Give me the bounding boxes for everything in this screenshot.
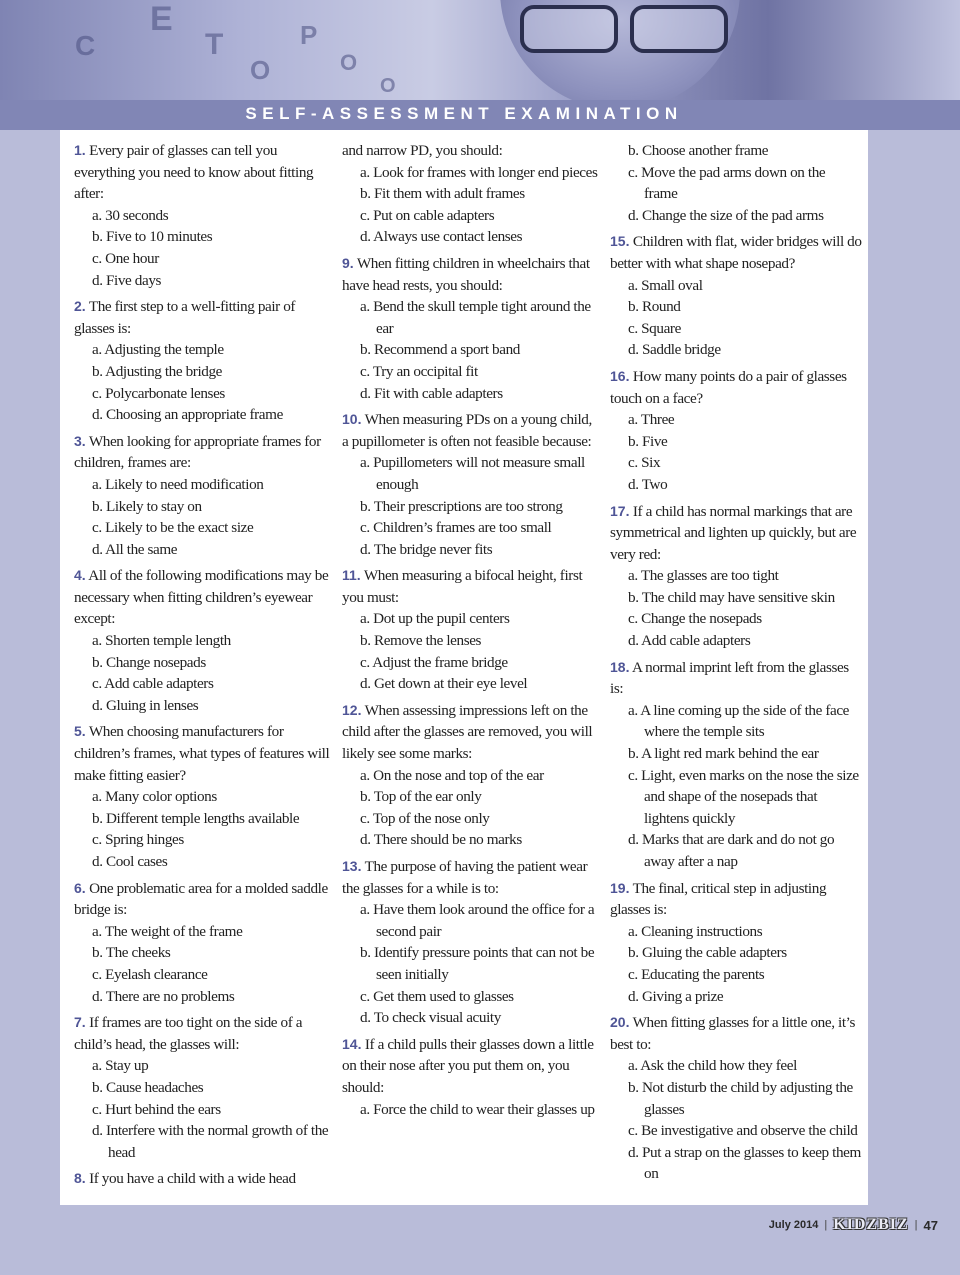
- question-text: All of the following modifications may be necessary when fitting children’s eyewear except:: [74, 567, 329, 628]
- question-number: 5.: [74, 723, 86, 740]
- question-number: 1.: [74, 142, 86, 158]
- question-text: If a child pulls their glasses down a little on their nose after you put them on, you should:: [342, 1035, 594, 1096]
- question-number: 18.: [610, 658, 630, 675]
- page-footer: [769, 1216, 938, 1234]
- answer-option: d. Add cable adapters: [628, 632, 751, 650]
- eye-chart-letter-icon: T: [205, 28, 224, 61]
- eye-chart-letter-icon: O: [340, 50, 358, 75]
- question-text: When measuring PDs on a young child, a pupillometer is often not feasible because:: [342, 411, 592, 450]
- question-stem: [610, 878, 862, 921]
- eye-chart-letter-icon: C: [75, 30, 96, 61]
- question-text: One problematic area for a molded saddle bridge is:: [74, 879, 328, 919]
- question-text: If you have a child with a wide head: [89, 1170, 296, 1188]
- answer-option: b. Five to 10 minutes: [92, 228, 213, 246]
- question-block: [610, 1012, 862, 1185]
- answer-option: a. A line coming up the side of the face where the temple sits: [628, 701, 850, 741]
- question-block: [610, 231, 862, 361]
- question-block: [610, 366, 862, 496]
- question-column-2: [342, 140, 600, 1120]
- question-block: [342, 140, 600, 248]
- answer-option: b. Adjusting the bridge: [92, 362, 223, 380]
- eye-chart-letter-icon: O: [380, 75, 396, 97]
- answer-option: a. Likely to need modification: [92, 475, 264, 493]
- question-block: [74, 140, 332, 291]
- answer-option: a. Three: [628, 411, 675, 429]
- question-stem: [74, 1012, 332, 1055]
- question-text: If frames are too tight on the side of a child’s head, the glasses will:: [74, 1014, 303, 1053]
- question-stem: [610, 657, 862, 700]
- answer-option: d. Get down at their eye level: [360, 675, 528, 693]
- answer-option: d. There should be no marks: [360, 831, 522, 849]
- answer-option: b. Five: [628, 432, 668, 450]
- question-number: 17.: [610, 502, 630, 519]
- question-stem: [74, 878, 332, 921]
- answer-option: a. Adjusting the temple: [92, 341, 224, 359]
- answer-option: c. Square: [628, 319, 681, 337]
- answer-option: c. Top of the nose only: [360, 809, 490, 827]
- answer-option: d. Choosing an appropriate frame: [92, 406, 283, 424]
- question-block: [74, 878, 332, 1008]
- question-text: When choosing manufacturers for children’s frames, what types of features will make fitting easier?: [74, 723, 330, 784]
- answer-option: c. Hurt behind the ears: [92, 1100, 221, 1118]
- question-number: 7.: [74, 1014, 86, 1031]
- question-number: 6.: [74, 879, 86, 896]
- question-text: Every pair of glasses can tell you everything you need to know about fitting after:: [74, 142, 314, 203]
- answer-option: c. Children’s frames are too small: [360, 519, 552, 537]
- answer-option: c. Light, even marks on the nose the size and shape of the nosepads that lightens quickly: [628, 766, 859, 827]
- answer-option: d. There are no problems: [92, 987, 235, 1005]
- answer-option: c. Likely to be the exact size: [92, 519, 254, 537]
- answer-option: c. Eyelash clearance: [92, 965, 208, 983]
- question-text: When assessing impressions left on the child after the glasses are removed, you will likely see some marks:: [342, 701, 593, 763]
- question-stem: [342, 565, 600, 608]
- answer-option: c. Change the nosepads: [628, 610, 762, 628]
- answer-option: b. The cheeks: [92, 944, 171, 962]
- question-text: The purpose of having the patient wear the glasses for a while is to:: [342, 858, 588, 897]
- answer-option: d. Giving a prize: [628, 987, 724, 1005]
- answer-option: b. Identify pressure points that can not be seen initially: [360, 944, 595, 983]
- header-photo: [0, 0, 960, 100]
- answer-option: c. One hour: [92, 249, 159, 267]
- answer-option: d. Cool cases: [92, 853, 168, 870]
- answer-option: c. Be investigative and observe the child: [628, 1122, 858, 1140]
- eye-chart-letter-icon: E: [150, 0, 173, 38]
- question-number: 13.: [342, 858, 362, 874]
- question-block: [74, 1012, 332, 1163]
- answer-option: b. Different temple lengths available: [92, 809, 300, 827]
- answer-option: a. Stay up: [92, 1057, 149, 1075]
- answer-option: a. Shorten temple length: [92, 632, 231, 650]
- answer-option: d. Five days: [92, 271, 162, 289]
- answer-option: a. Cleaning instructions: [628, 922, 763, 940]
- question-stem: [74, 1168, 332, 1190]
- answer-option: d. Change the size of the pad arms: [628, 206, 824, 224]
- question-number: 19.: [610, 879, 630, 896]
- question-number: 15.: [610, 233, 630, 250]
- brand-logo: KIDZBIZ: [833, 1216, 909, 1233]
- question-stem: [610, 231, 862, 274]
- answer-option: a. Force the child to wear their glasses up: [360, 1100, 595, 1118]
- question-text: When looking for appropriate frames for children, frames are:: [74, 432, 321, 472]
- question-stem: [610, 366, 862, 409]
- question-stem: [74, 140, 332, 205]
- answer-option: a. Dot up the pupil centers: [360, 610, 510, 628]
- answer-option: a. The glasses are too tight: [628, 567, 779, 585]
- answer-option: b. Fit them with adult frames: [360, 185, 525, 203]
- question-stem: [342, 856, 600, 899]
- answer-option: b. Top of the ear only: [360, 788, 482, 806]
- answer-option: a. Small oval: [628, 276, 703, 294]
- question-number: 14.: [342, 1035, 362, 1052]
- glasses-lens-icon: [520, 5, 618, 53]
- question-number: 10.: [342, 411, 362, 428]
- question-block: [342, 1034, 600, 1120]
- answer-option: d. Saddle bridge: [628, 341, 721, 359]
- question-stem: [74, 431, 332, 474]
- question-text: When fitting children in wheelchairs that have head rests, you should:: [342, 254, 590, 294]
- question-number: 2.: [74, 298, 86, 315]
- question-stem: [342, 140, 600, 162]
- answer-option: a. On the nose and top of the ear: [360, 766, 544, 784]
- answer-option: d. Fit with cable adapters: [360, 384, 503, 402]
- question-text: If a child has normal markings that are symmetrical and lighten up quickly, but are very red:: [610, 502, 857, 563]
- answer-option: b. Gluing the cable adapters: [628, 944, 787, 962]
- answer-option: d. To check visual acuity: [360, 1009, 501, 1027]
- question-stem: [610, 1012, 862, 1055]
- question-block: [342, 253, 600, 404]
- answer-option: b. Not disturb the child by adjusting the glasses: [628, 1078, 853, 1118]
- question-stem: [342, 700, 600, 765]
- issue-date: July 2014: [768, 1219, 819, 1231]
- question-stem: [610, 501, 862, 566]
- answer-option: d. Gluing in lenses: [92, 696, 199, 714]
- question-stem: [74, 565, 332, 630]
- answer-option: c. Educating the parents: [628, 965, 765, 983]
- question-number: 12.: [342, 701, 362, 718]
- answer-option: b. Change nosepads: [92, 653, 206, 671]
- question-stem: [74, 721, 332, 786]
- question-number: 4.: [74, 567, 86, 584]
- question-text: The first step to a well-fitting pair of glasses is:: [74, 298, 296, 337]
- answer-option: c. Try an occipital fit: [360, 362, 478, 380]
- page-number: 47: [923, 1217, 938, 1233]
- answer-option: b. Choose another frame: [628, 142, 769, 159]
- answer-option: b. Round: [628, 298, 681, 316]
- answer-option: c. Put on cable adapters: [360, 206, 495, 224]
- answer-option: d. Always use contact lenses: [360, 228, 523, 246]
- answer-option: b. Recommend a sport band: [360, 341, 520, 359]
- question-block: [610, 657, 862, 873]
- question-text: A normal imprint left from the glasses is:: [610, 658, 849, 698]
- eye-chart-letter-icon: P: [300, 20, 318, 50]
- answer-option: b. Cause headaches: [92, 1078, 204, 1096]
- question-block: [74, 565, 332, 716]
- answer-option: d. Put a strap on the glasses to keep them on: [628, 1143, 861, 1183]
- answer-option: d. Interfere with the normal growth of the head: [92, 1122, 329, 1161]
- answer-option: c. Get them used to glasses: [360, 987, 514, 1005]
- answer-option: b. A light red mark behind the ear: [628, 745, 819, 763]
- question-block: [342, 565, 600, 695]
- answer-option: b. The child may have sensitive skin: [628, 588, 835, 606]
- answer-option: c. Polycarbonate lenses: [92, 384, 225, 402]
- answer-option: a. Many color options: [92, 788, 217, 806]
- answer-option: d. All the same: [92, 540, 178, 558]
- question-text: Children with flat, wider bridges will do better with what shape nosepad?: [610, 233, 862, 272]
- question-block: [610, 878, 862, 1008]
- answer-option: a. Have them look around the office for a second pair: [360, 901, 595, 940]
- question-text: How many points do a pair of glasses touch on a face?: [610, 367, 847, 407]
- question-column-1: [74, 140, 332, 1190]
- question-block: [342, 856, 600, 1029]
- answer-option: a. Look for frames with longer end pieces: [360, 163, 598, 181]
- answer-option: c. Adjust the frame bridge: [360, 653, 508, 671]
- glasses-lens-icon: [630, 5, 728, 53]
- question-block: [74, 296, 332, 426]
- question-text: When measuring a bifocal height, first you must:: [342, 567, 583, 606]
- answer-option: a. Bend the skull temple tight around the ear: [360, 298, 591, 337]
- question-number: 8.: [74, 1170, 86, 1187]
- answer-option: d. Marks that are dark and do not go away after a nap: [628, 831, 835, 870]
- answer-option: c. Move the pad arms down on the frame: [628, 163, 826, 203]
- question-number: 16.: [610, 367, 630, 384]
- question-text: The final, critical step in adjusting glasses is:: [610, 879, 827, 919]
- answer-option: c. Six: [628, 454, 661, 472]
- answer-option: b. Likely to stay on: [92, 497, 202, 515]
- question-block: [610, 501, 862, 652]
- answer-option: b. Their prescriptions are too strong: [360, 497, 563, 515]
- question-block: [74, 721, 332, 872]
- question-block: [342, 409, 600, 560]
- answer-option: a. Pupillometers will not measure small enough: [360, 454, 585, 493]
- answer-option: a. Ask the child how they feel: [628, 1057, 797, 1075]
- question-block: [610, 140, 862, 226]
- answer-option: d. Two: [628, 475, 668, 493]
- question-block: [74, 431, 332, 561]
- question-block: [74, 1168, 332, 1190]
- question-number: 20.: [610, 1014, 630, 1031]
- question-number: 3.: [74, 432, 86, 449]
- footer-separator: |: [824, 1219, 828, 1231]
- answer-option: d. The bridge never fits: [360, 540, 493, 558]
- answer-option: c. Add cable adapters: [92, 675, 214, 693]
- question-text: When fitting glasses for a little one, it’s best to:: [610, 1014, 855, 1053]
- question-column-3: [610, 140, 862, 1185]
- question-block: [342, 700, 600, 851]
- answer-option: a. The weight of the frame: [92, 922, 243, 940]
- eye-chart-letter-icon: O: [250, 55, 271, 85]
- question-stem: [342, 1034, 600, 1099]
- question-number: 11.: [342, 567, 361, 584]
- question-stem: [74, 296, 332, 339]
- question-stem: [342, 253, 600, 296]
- question-stem: [342, 409, 600, 452]
- page-title: SELF-ASSESSMENT EXAMINATION: [245, 104, 683, 123]
- answer-option: a. 30 seconds: [92, 206, 169, 224]
- question-text: and narrow PD, you should:: [342, 142, 503, 159]
- answer-option: c. Spring hinges: [92, 831, 184, 849]
- question-number: 9.: [342, 254, 354, 271]
- answer-option: b. Remove the lenses: [360, 632, 482, 650]
- footer-separator: |: [914, 1219, 918, 1231]
